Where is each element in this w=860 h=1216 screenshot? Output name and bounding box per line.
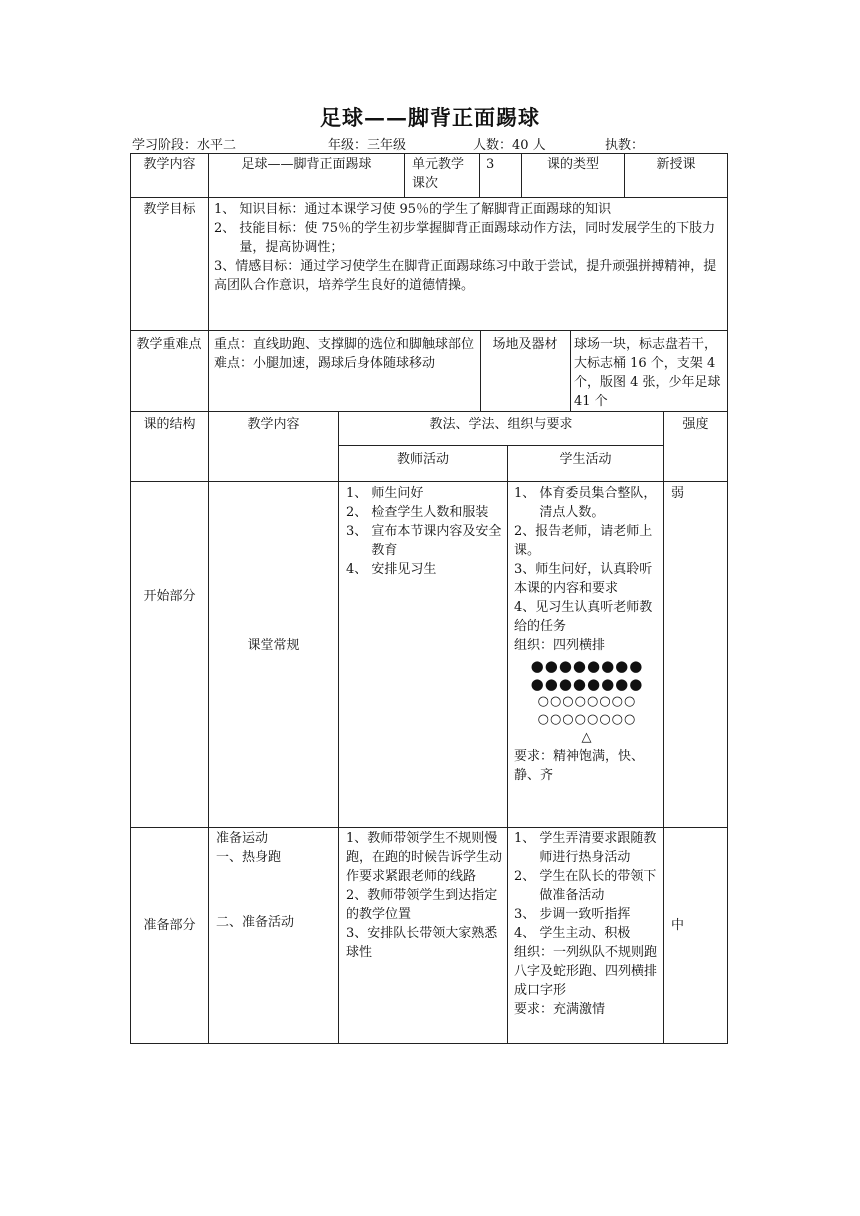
content-label: 教学内容 — [143, 157, 196, 172]
objective-item: 3、情感目标：通过学习使学生在脚背正面踢球练习中敢于尝试，提升顽强拼搏精神，提高团队合作意识，培养学生良好的道德情操。 — [214, 259, 717, 293]
header-intensity: 强度 — [682, 417, 709, 432]
objectives-label: 教学目标 — [143, 202, 196, 217]
formation-row-filled: ●●●●●●●● — [530, 675, 644, 693]
key-point: 重点：直线助跑、支撑脚的选位和脚触球部位 — [214, 337, 475, 352]
prep-student-item: 4、 学生主动、积极 — [514, 926, 631, 941]
prep-content-item: 二、准备活动 — [216, 915, 295, 930]
formation-diagram — [514, 657, 660, 747]
formation-row-hollow: ○○○○○○○○ — [537, 712, 637, 727]
start-student-item: 3、师生问好，认真聆听本课的内容和要求 — [514, 562, 653, 596]
difficulty-point: 难点：小腿加速，踢球后身体随球移动 — [214, 356, 436, 371]
meta-teacher: 执教： — [605, 138, 645, 153]
header-structure: 课的结构 — [143, 417, 196, 432]
venue-label: 场地及器材 — [492, 337, 558, 352]
header-student: 学生活动 — [559, 452, 612, 467]
prep-section-label: 准备部分 — [143, 918, 196, 933]
prep-content-item: 一、热身跑 — [216, 850, 282, 865]
content-value: 足球——脚背正面踢球 — [241, 157, 372, 172]
start-student-item: 组织：四列横排 — [514, 638, 606, 653]
header-teacher: 教师活动 — [396, 452, 449, 467]
prep-intensity: 中 — [671, 918, 685, 933]
objective-item: 2、 技能目标：使 75％的学生初步掌握脚背正面踢球动作方法，同时发展学生的下肢力量，提高协调性； — [214, 221, 716, 255]
prep-teacher-item: 2、教师带领学生到达指定的教学位置 — [346, 888, 498, 922]
start-teacher-item: 3、 宣布本节课内容及安全教育 — [346, 524, 502, 558]
keypoints-label: 教学重难点 — [136, 337, 202, 352]
start-content: 课堂常规 — [247, 638, 300, 653]
start-requirement: 要求：精神饱满，快、静、齐 — [514, 749, 645, 783]
prep-student-item: 2、 学生在队长的带领下做准备活动 — [514, 869, 657, 903]
header-content: 教学内容 — [247, 417, 300, 432]
prep-requirement: 要求：充满激情 — [514, 1002, 606, 1017]
header-methods: 教法、学法、组织与要求 — [429, 417, 573, 432]
meta-grade: 年级：三年级 — [328, 138, 407, 153]
prep-student-item: 1、 学生弄清要求跟随教师进行热身活动 — [514, 831, 657, 865]
prep-teacher-item: 1、教师带领学生不规则慢跑，在跑的时候告诉学生动作要求紧跟老师的线路 — [346, 831, 503, 884]
prep-organization: 组织：一列纵队不规则跑八字及蛇形跑、四列横排成口字形 — [514, 945, 658, 998]
prep-content-item: 准备运动 — [216, 831, 269, 846]
prep-teacher-item: 3、安排队长带领大家熟悉球性 — [346, 926, 498, 960]
start-intensity: 弱 — [671, 486, 685, 501]
unit-value: 3 — [486, 157, 495, 172]
formation-row-hollow: ○○○○○○○○ — [537, 694, 637, 709]
type-label: 课的类型 — [546, 157, 599, 172]
start-teacher-item: 2、 检查学生人数和服装 — [346, 505, 489, 520]
start-student-item: 2、报告老师，请老师上课。 — [514, 524, 653, 558]
start-teacher-item: 1、 师生问好 — [346, 486, 424, 501]
page-title: 足球——脚背正面踢球 — [320, 105, 540, 130]
unit-label: 单元教学课次 — [412, 157, 465, 191]
start-teacher-item: 4、 安排见习生 — [346, 562, 437, 577]
type-value: 新授课 — [656, 157, 696, 172]
start-student-item: 1、 体育委员集合整队，清点人数。 — [514, 486, 657, 520]
venue-value: 球场一块，标志盘若干，大标志桶 16 个，支架 4 个，版图 4 张，少年足球 41 个 — [574, 337, 721, 409]
teacher-position-icon: △ — [581, 730, 593, 745]
meta-stage: 学习阶段：水平二 — [132, 138, 237, 153]
formation-row-filled: ●●●●●●●● — [530, 657, 644, 675]
start-student-item: 4、见习生认真听老师教给的任务 — [514, 600, 653, 634]
objective-item: 1、 知识目标：通过本课学习使 95％的学生了解脚背正面踢球的知识 — [214, 202, 612, 217]
meta-count: 人数：40 人 — [473, 138, 546, 153]
prep-student-item: 3、 步调一致听指挥 — [514, 907, 631, 922]
start-section-label: 开始部分 — [143, 589, 196, 604]
